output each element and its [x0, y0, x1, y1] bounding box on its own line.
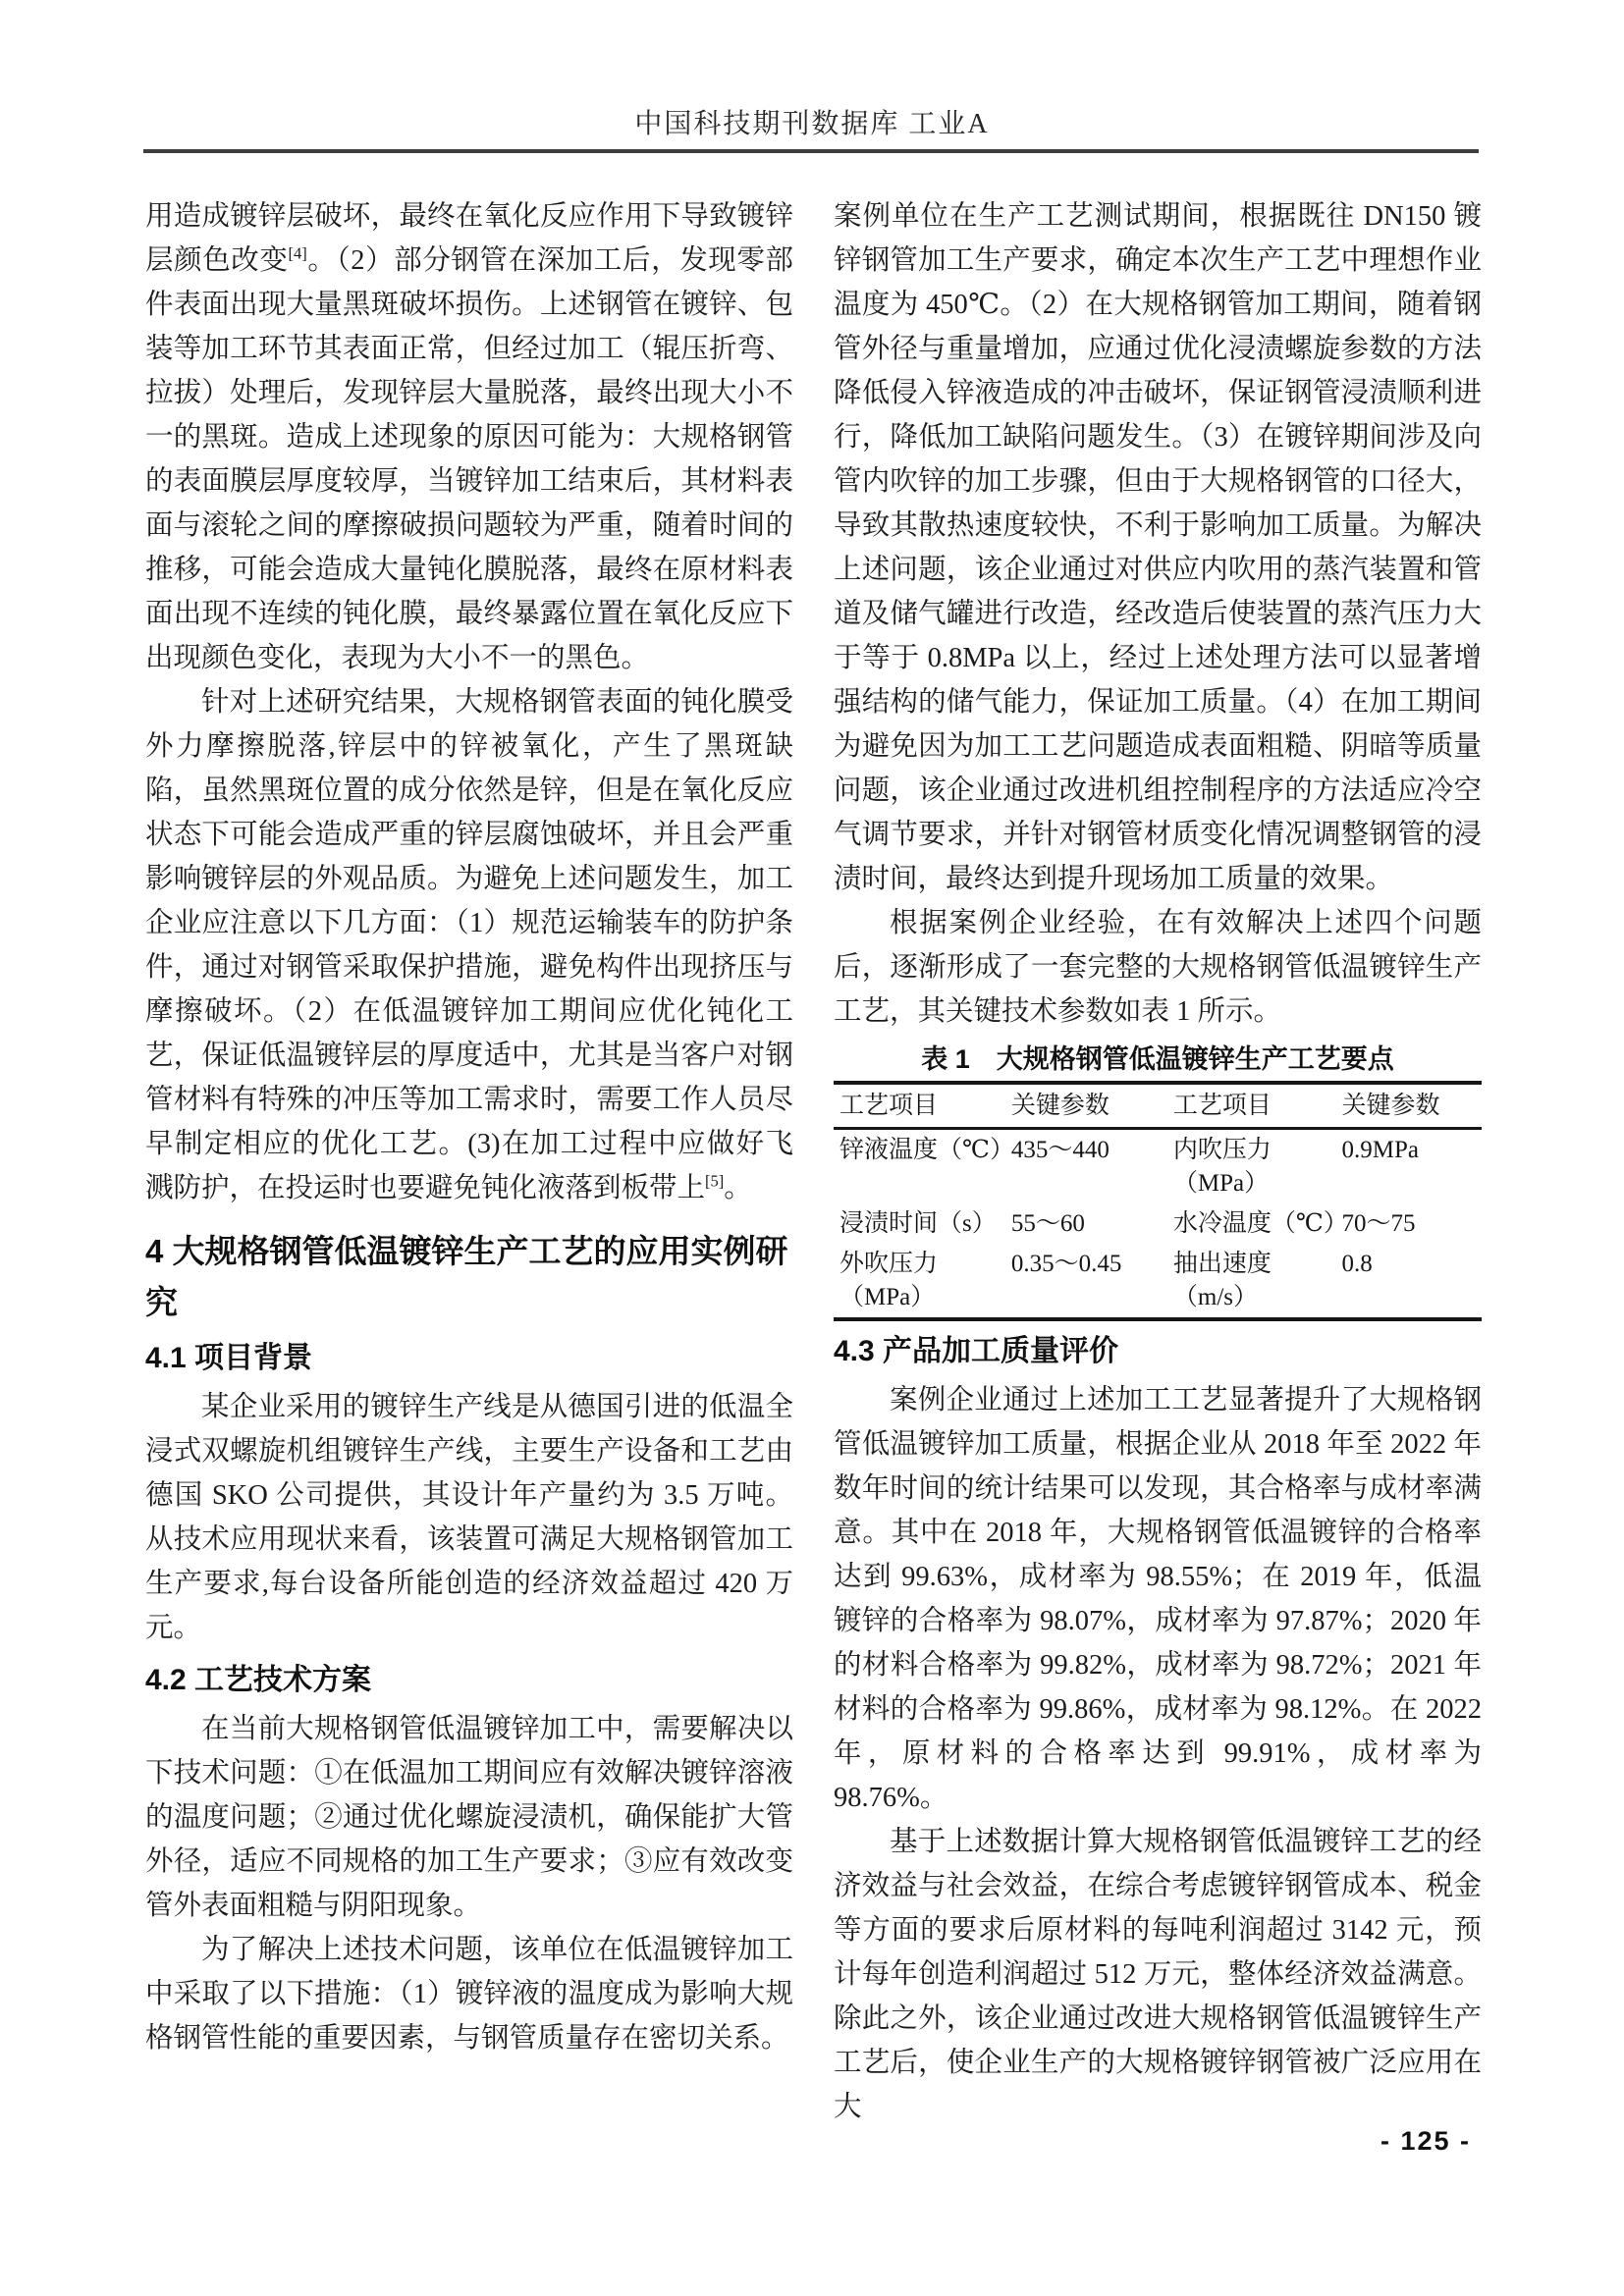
text-segment: 根据案例企业经验，在有效解决上述四个问题后，逐渐形成了一套完整的大规格钢管低温镀锌生产工艺，其关键技术参数如表 1 所示。: [834, 908, 1482, 1027]
table-cell: 锌液温度（℃）: [839, 1137, 1014, 1163]
text-segment: 在当前大规格钢管低温镀锌加工中，需要解决以下技术问题：①在低温加工期间应有效解决镀锌溶液的温度问题；②通过优化螺旋浸渍机，确保能扩大管外径，适应不同规格的加工生产要求；③应有效改变管外表面粗糙与阴阳现象。: [145, 1714, 793, 1921]
text-segment: 。（2）部分钢管在深加工后，发现零部件表面出现大量黑斑破坏损伤。上述钢管在镀锌、包装等加工环节其表面正常，但经过加工（辊压折弯、拉拔）处理后，发现锌层大量脱落，最终出现大小不一的黑斑。造成上述现象的原因可能为：大规格钢管的表面膜层厚度较厚，当镀锌加工结束后，其材料表面与滚轮之间的摩擦破损问题较为严重，随着时间的推移，可能会造成大量钝化膜脱落，最终在原材料表面出现不连续的钝化膜，最终暴露位置在氧化反应下出现颜色变化，表现为大小不一的黑色。: [145, 245, 793, 673]
text-segment: 某企业采用的镀锌生产线是从德国引进的低温全浸式双螺旋机组镀锌生产线，主要生产设备和工艺由德国 SKO 公司提供，其设计年产量约为 3.5 万吨。从技术应用现状来看，该装置可满足大规格钢管加工生产要求,每台设备所能创造的经济效益超过 420 万元。: [145, 1392, 793, 1643]
table-row: [834, 1129, 1482, 1204]
page-number: - 125 -: [1380, 2126, 1471, 2156]
section-heading: 4 大规格钢管低温镀锌生产工艺的应用实例研究: [145, 1233, 788, 1320]
table-cell: 水冷温度（℃）: [1172, 1210, 1348, 1237]
paragraph: [145, 680, 793, 1210]
citation-ref: [4]: [288, 243, 307, 263]
paragraph: [834, 901, 1482, 1034]
text-segment: 为了解决上述技术问题，该单位在低温镀锌加工中采取了以下措施：（1）镀锌液的温度成为影响大规格钢管性能的重要因素，与钢管质量存在密切关系。: [145, 1935, 793, 2054]
table-cell: 0.8: [1341, 1251, 1373, 1277]
table-cell: 浸渍时间（s）: [839, 1210, 997, 1237]
text-segment: 。: [724, 1173, 752, 1203]
table-row: [834, 1203, 1482, 1244]
table-row: [834, 1244, 1482, 1319]
right-column: [834, 194, 1482, 2129]
text-segment: 基于上述数据计算大规格钢管低温镀锌工艺的经济效益与社会效益，在综合考虑镀锌钢管成本、税金等方面的要求后原材料的每吨利润超过 3142 元，预计每年创造利润超过 512 万元，整体经济效益满意。除此之外，该企业通过改进大规格钢管低温镀锌生产工艺后，使企业生产的大规格镀锌钢管被广泛应用在大: [834, 1827, 1482, 2122]
table-header-row: [834, 1083, 1482, 1129]
citation-ref: [5]: [705, 1171, 725, 1191]
journal-header: 中国科技期刊数据库 工业A: [634, 109, 990, 139]
column-header: 关键参数: [1005, 1083, 1167, 1129]
table-caption: 表 1 大规格钢管低温镀锌生产工艺要点: [921, 1044, 1394, 1074]
subsection-heading: 4.3 产品加工质量评价: [834, 1335, 1119, 1367]
table-cell: 外吹压力（MPa）: [839, 1251, 939, 1310]
paragraph: [834, 194, 1482, 901]
paragraph: [834, 1820, 1482, 2129]
table-head: [834, 1083, 1482, 1129]
table-body: [834, 1129, 1482, 1320]
paragraph: [145, 194, 793, 680]
text-segment: 用造成镀锌层破坏，最终在氧化反应作用下导致镀锌层颜色改变: [145, 201, 793, 276]
text-segment: 针对上述研究结果，大规格钢管表面的钝化膜受外力摩擦脱落,锌层中的锌被氧化，产生了黑斑缺陷，虽然黑斑位置的成分依然是锌，但是在氧化反应状态下可能会造成严重的锌层腐蚀破坏，并且会严重影响镀锌层的外观品质。为避免上述问题发生，加工企业应注意以下几方面：（1）规范运输装车的防护条件，通过对钢管采取保护措施，避免构件出现挤压与摩擦破坏。（2）在低温镀锌加工期间应优化钝化工艺，保证低温镀锌层的厚度适中，尤其是当客户对钢管材料有特殊的冲压等加工需求时，需要工作人员尽早制定相应的优化工艺。(3)在加工过程中应做好飞溅防护，在投运时也要避免钝化液落到板带上: [145, 687, 793, 1203]
subsection-heading: 4.1 项目背景: [145, 1342, 313, 1374]
column-header: 工艺项目: [834, 1083, 1005, 1129]
table-cell: 0.35～0.45: [1010, 1251, 1122, 1277]
paragraph: [145, 1928, 793, 2060]
subsection-heading: 4.2 工艺技术方案: [145, 1664, 372, 1696]
table-cell: 抽出速度（m/s）: [1172, 1251, 1272, 1310]
table-cell: 内吹压力（MPa）: [1172, 1137, 1272, 1197]
table-cell: 70～75: [1341, 1210, 1416, 1237]
column-header: 工艺项目: [1167, 1083, 1336, 1129]
text-segment: 案例单位在生产工艺测试期间，根据既往 DN150 镀锌钢管加工生产要求，确定本次生产工艺中理想作业温度为 450℃。（2）在大规格钢管加工期间，随着钢管外径与重量增加，应通过优化浸渍螺旋参数的方法降低侵入锌液造成的冲击破坏，保证钢管浸渍顺利进行，降低加工缺陷问题发生。（3）在镀锌期间涉及向管内吹锌的加工步骤，但由于大规格钢管的口径大，导致其散热速度较快，不利于影响加工质量。为解决上述问题，该企业通过对供应内吹用的蒸汽装置和管道及储气罐进行改造，经改造后使装置的蒸汽压力大于等于 0.8MPa 以上，经过上述处理方法可以显著增强结构的储气能力，保证加工质量。（4）在加工期间为避免因为加工工艺问题造成表面粗糙、阴暗等质量问题，该企业通过改进机组控制程序的方法适应冷空气调节要求，并针对钢管材质变化情况调整钢管的浸渍时间，最终达到提升现场加工质量的效果。: [834, 201, 1482, 894]
text-segment: 案例企业通过上述加工工艺显著提升了大规格钢管低温镀锌加工质量，根据企业从 2018 年至 2022 年数年时间的统计结果可以发现，其合格率与成材率满意。其中在 2018 年，大规格钢管低温镀锌的合格率达到 99.63%，成材率为 98.55%；在 2019 年，低温镀锌的合格率为 98.07%，成材率为 97.87%；2020 年的材料合格率为 99.82%，成材率为 98.72%；2021 年材料的合格率为 99.86%，成材率为 98.12%。在 2022 年，原材料的合格率达到 99.91%，成材率为 98.76%。: [834, 1385, 1482, 1813]
table-cell: 55～60: [1010, 1210, 1085, 1237]
paragraph: [145, 1707, 793, 1928]
left-column: [145, 194, 793, 2060]
table-cell: 0.9MPa: [1341, 1137, 1419, 1163]
table-cell: 435～440: [1010, 1137, 1110, 1163]
paragraph: [145, 1385, 793, 1650]
header-rule: [143, 149, 1479, 153]
paragraph: [834, 1378, 1482, 1820]
data-table: [834, 1081, 1482, 1321]
column-header: 关键参数: [1335, 1083, 1482, 1129]
